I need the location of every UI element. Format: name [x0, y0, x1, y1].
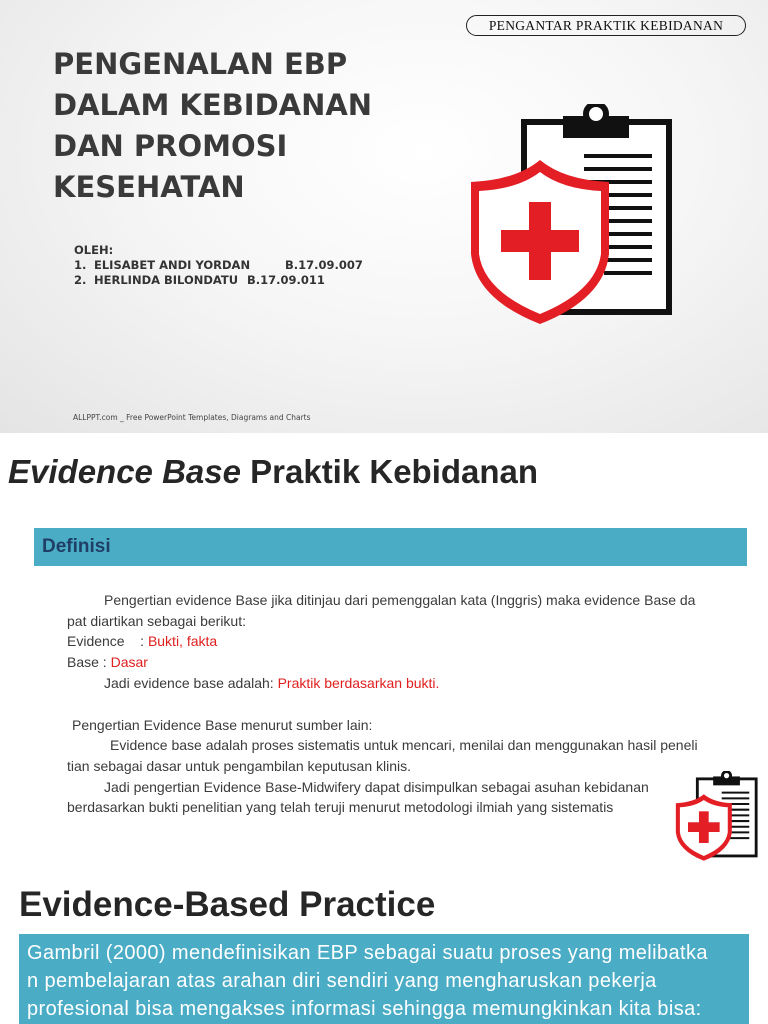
- box-line: profesional bisa mengakses informasi sehingga memungkinkan kita bisa:: [27, 998, 702, 1020]
- definition-row: [67, 631, 747, 652]
- conclusion-label: Jadi evidence base adalah:: [104, 674, 278, 691]
- paragraph-line: berdasarkan bukti penelitian yang telah teruji menurut metodologi ilmiah yang sistematis: [67, 799, 614, 816]
- author-name: ELISABET ANDI YORDAN: [94, 258, 251, 272]
- main-title: [53, 44, 372, 208]
- author-number: 2.: [74, 273, 87, 287]
- footer-credit: ALLPPT.com _ Free PowerPoint Templates, Diagrams and Charts: [73, 413, 311, 422]
- medical-clipboard-shield-icon: [464, 104, 676, 328]
- definition-row: [67, 652, 747, 673]
- paragraph-line: Evidence base adalah proses sistematis untuk mencari, menilai dan menggunakan hasil peneli: [110, 737, 698, 754]
- ebp-definition-box: [19, 934, 749, 1024]
- title-italic-part: Evidence Base: [8, 453, 241, 490]
- paragraph-line: tian sebagai dasar untuk pengambilan keputusan klinis.: [67, 757, 412, 774]
- conclusion-row: [67, 673, 747, 694]
- title-line: DALAM KEBIDANAN: [53, 88, 373, 122]
- title-line: DAN PROMOSI: [53, 129, 288, 163]
- ebp-slide: [0, 863, 768, 1024]
- title-slide: [0, 0, 768, 433]
- author-item: [74, 273, 363, 288]
- author-id: B.17.09.007: [285, 258, 363, 272]
- author-name: HERLINDA BILONDATU: [94, 273, 239, 287]
- title-line: KESEHATAN: [53, 170, 245, 204]
- paragraph-line: Pengertian Evidence Base menurut sumber lain:: [72, 716, 373, 733]
- definition-body: [67, 590, 747, 818]
- medical-clipboard-shield-icon: [673, 771, 759, 863]
- paragraph-line: pat diartikan sebagai berikut:: [67, 612, 246, 629]
- author-list: [74, 243, 363, 288]
- term-value: Bukti, fakta: [147, 633, 218, 650]
- conclusion-value: Praktik berdasarkan bukti.: [277, 674, 440, 691]
- topic-badge: PENGANTAR PRAKTIK KEBIDANAN: [466, 15, 746, 36]
- author-id: B.17.09.011: [247, 273, 325, 287]
- authors-label: OLEH:: [74, 243, 114, 257]
- term-label: Evidence :: [67, 633, 148, 650]
- box-line: Gambril (2000) mendefinisikan EBP sebagai suatu proses yang melibatka: [27, 942, 708, 964]
- paragraph-line: Jadi pengertian Evidence Base-Midwifery dapat disimpulkan sebagai asuhan kebidanan: [104, 778, 649, 795]
- section-header: Definisi: [34, 528, 747, 566]
- title-line: PENGENALAN EBP: [53, 47, 348, 81]
- slide-title: [8, 453, 538, 491]
- term-label: Base :: [67, 654, 111, 671]
- paragraph-line: Pengertian evidence Base jika ditinjau dari pemenggalan kata (Inggris) maka evidence Base da: [104, 592, 696, 608]
- spacer: [67, 694, 747, 715]
- author-number: 1.: [74, 258, 87, 272]
- slide-title: Evidence-Based Practice: [19, 885, 436, 924]
- box-line: n pembelajaran atas arahan diri sendiri yang mengharuskan pekerja: [27, 970, 657, 992]
- author-item: [74, 258, 363, 273]
- definition-slide: [0, 433, 768, 863]
- term-value: Dasar: [110, 654, 148, 671]
- title-rest-part: Praktik Kebidanan: [240, 453, 539, 490]
